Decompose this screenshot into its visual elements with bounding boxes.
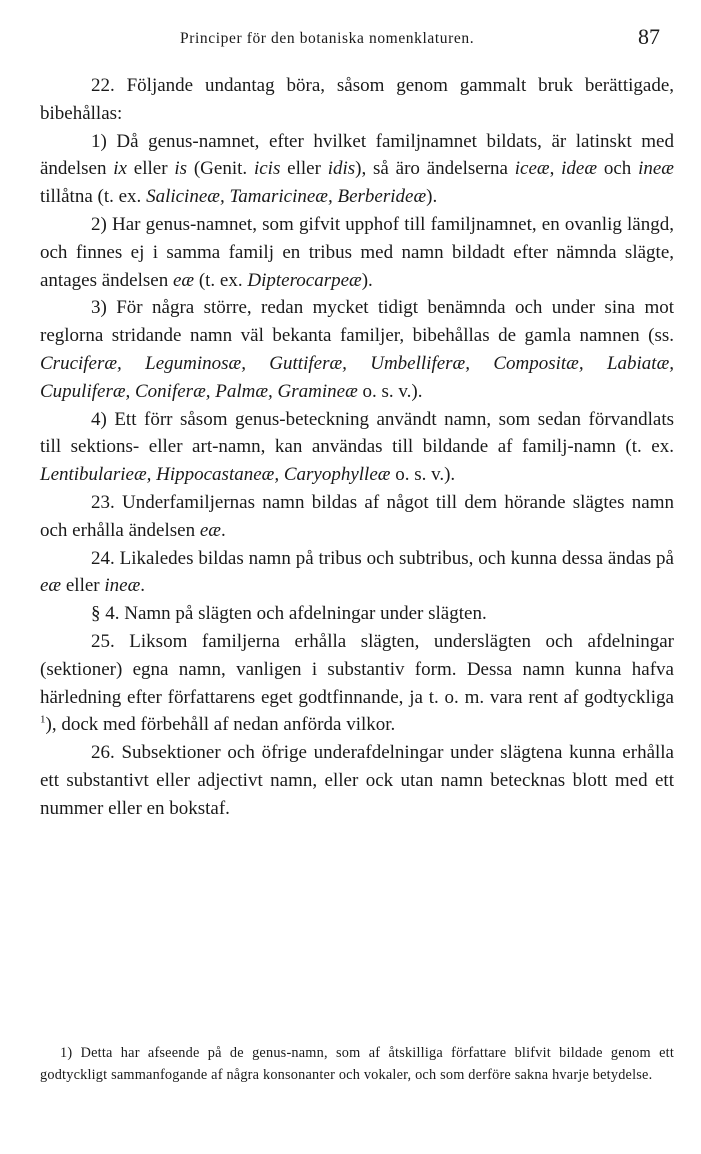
paragraph-22: 22. Följande undantag böra, såsom genom gammalt bruk berättigade, bibehållas: <box>40 75 674 124</box>
page-number: 87 <box>638 24 660 49</box>
running-title: Principer för den botaniska nomenklaturen. <box>180 30 475 47</box>
paragraph-22-4: 4) Ett förr såsom genus-beteckning användt namn, som sedan förvandlats till sektions- eller art-namn, kan användas till bildande af familj-namn (t. ex. Lentibularieæ, Hippocastaneæ, Caryophylleæ o. s. v.). <box>40 408 674 486</box>
paragraph-24: 24. Likaledes bildas namn på tribus och subtribus, och kunna dessa ändas på eæ eller ineæ. <box>40 547 674 597</box>
footnote-marker: 1 <box>40 714 46 726</box>
footnotes <box>40 1042 674 1086</box>
paragraph-26: 26. Subsektioner och öfrige underafdelningar under slägtena kunna erhålla ett substantivt eller adjectivt namn, eller ock utan namn betecknas blott med ett nummer eller en bokstaf. <box>40 742 674 819</box>
paragraph-22-2: 2) Har genus-namnet, som gifvit upphof till familjnamnet, en ovanlig längd, och finnes ej i samma familj en tribus med namn bildadt efter nämnda slägte, antages ändelsen eæ (t. ex. Dipterocarpeæ). <box>40 213 674 291</box>
section-heading-4: § 4. Namn på slägten och afdelningar under slägten. <box>91 603 487 625</box>
paragraph-22-3: 3) För några större, redan mycket tidigt benämnda och under sina mot reglorna stridande namn väl bekanta familjer, bibehållas de gamla namnen (ss. Cruciferæ, Leguminosæ, Guttiferæ, Umbelliferæ, Compositæ, Labiatæ, Cupuliferæ, Coniferæ, Palmæ, Gramineæ o. s. v.). <box>40 297 674 402</box>
paragraph-23: 23. Underfamiljernas namn bildas af något till dem hörande slägtes namn och erhålla ändelsen eæ. <box>40 491 674 541</box>
page-header <box>40 24 660 54</box>
footnote-1: 1) Detta har afseende på de genus-namn, som af åtskilliga författare blifvit bildade genom ett godtyckligt sammanfogande af några konsonanter och vokaler, och som derföre sakna hvarje betydelse. <box>40 1045 674 1083</box>
body-text <box>40 72 674 823</box>
paragraph-22-1: 1) Då genus-namnet, efter hvilket familjnamnet bildats, är latinskt med ändelsen ix eller is (Genit. icis eller idis), så äro ändelserna iceæ, ideæ och ineæ tillåtna (t. ex. Salicineæ, Tamaricineæ, Berberideæ). <box>40 130 674 208</box>
paragraph-25: 25. Liksom familjerna erhålla slägten, underslägten och afdelningar (sektioner) egna namn, vanligen i substantiv form. Dessa namn kunna hafva härledning efter författarens eget godtfinnande, ja t. o. m. vara rent af godtyckliga $^1$), dock med förbehåll af nedan anförda vilkor. <box>40 630 674 736</box>
